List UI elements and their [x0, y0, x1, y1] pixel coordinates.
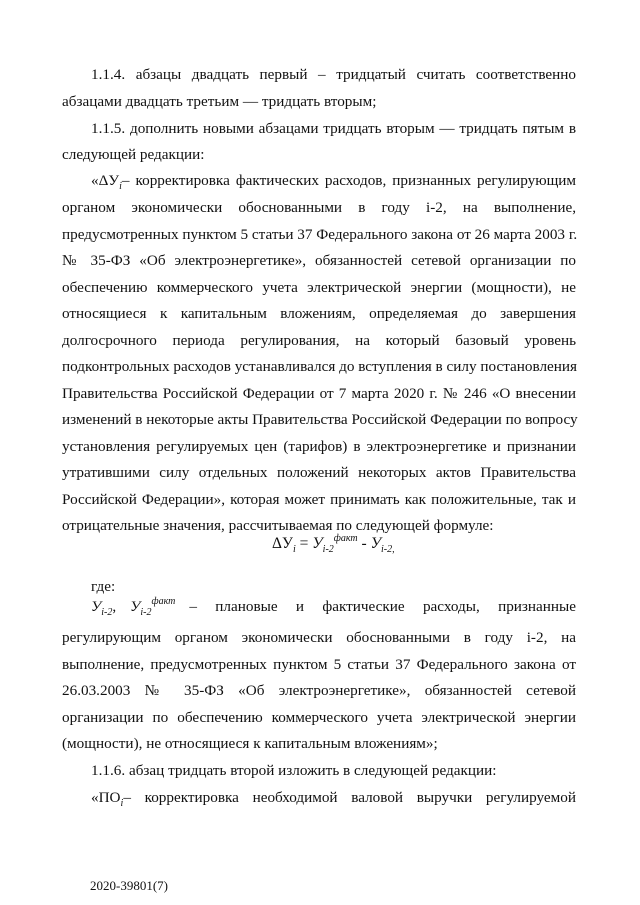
text-line: подконтрольных расходов устанавливался до вступления в силу постановления	[62, 358, 578, 375]
text-line: предусмотренных пунктом 5 статьи 37 Федерального закона от 26 марта 2003 г.	[62, 226, 578, 243]
text-line: где:	[91, 578, 116, 595]
text-line: обеспечению коммерческого учета электрической энергии (мощности), не	[62, 279, 576, 296]
text-line: 26.03.2003 № 35-ФЗ «Об электроэнергетике», обязанностей сетевой	[62, 682, 576, 699]
formula-symbol: У	[130, 598, 141, 615]
formula-symbol: У	[91, 598, 102, 615]
text-line	[91, 172, 576, 192]
formula: $\Delta У_i = У_{i-2}^{факт} - У_{i-2,}$	[272, 533, 395, 555]
text-line: Правительства Российской Федерации от 7 марта 2020 г. № 246 «О внесении	[62, 385, 576, 402]
text-line: следующей редакции:	[62, 146, 205, 163]
formula-symbol: «$\Delta У_i$	[91, 172, 122, 192]
text-line: абзацами двадцать третьим — тридцать вторым;	[62, 93, 377, 110]
text-line: регулирующим органом экономически обоснованными в году i-2, на	[62, 629, 576, 646]
text-segment: – корректировка необходимой валовой выручки регулируемой	[123, 789, 576, 806]
formula-symbol: факт	[151, 596, 176, 607]
text-line: выполнение, предусмотренных пунктом 5 статьи 37 Федерального закона от	[62, 656, 576, 673]
text-segment: – корректировка фактических расходов, признанных регулирующим	[121, 172, 576, 189]
formula-symbol: ,	[112, 598, 117, 615]
text-segment: – плановые и фактические расходы, признанные	[189, 598, 576, 615]
document-code: 2020-39801(7)	[90, 878, 168, 893]
formula-symbol: i-2	[101, 607, 113, 618]
text-line: органом экономически обоснованными в году i-2, на выполнение,	[62, 199, 576, 216]
formula-symbol: «$ПО_i$	[91, 789, 124, 809]
text-line: долгосрочного периода регулирования, на который базовый уровень	[62, 332, 576, 349]
text-line: (мощности), не относящиеся к капитальным вложениям»;	[62, 735, 438, 752]
text-line	[91, 598, 576, 618]
text-line: 1.1.6. абзац тридцать второй изложить в следующей редакции:	[91, 762, 497, 779]
text-line: 1.1.4. абзацы двадцать первый – тридцатый считать соответственно	[91, 66, 576, 83]
text-line: утратившими силу отдельных положений некоторых актов Правительства	[62, 464, 576, 481]
text-line: № 35-ФЗ «Об электроэнергетике», обязанностей сетевой организации по	[62, 252, 576, 269]
text-line: установления регулируемых цен (тарифов) в электроэнергетике и признании	[62, 438, 576, 455]
text-line: организации по обеспечению коммерческого учета электрической энергии	[62, 709, 576, 726]
text-line: отрицательные значения, рассчитываемая по следующей формуле:	[62, 517, 494, 534]
text-line: 1.1.5. дополнить новыми абзацами тридцать вторым — тридцать пятым в	[91, 120, 576, 137]
text-line	[91, 789, 576, 809]
formula-symbol: i-2	[140, 607, 152, 618]
text-line: Российской Федерации», которая может принимать как положительные, так и	[62, 491, 576, 508]
text-line: относящиеся к капитальным вложениям, определяемая до завершения	[62, 305, 576, 322]
text-line: изменений в некоторые акты Правительства Российской Федерации по вопросу	[62, 411, 578, 428]
